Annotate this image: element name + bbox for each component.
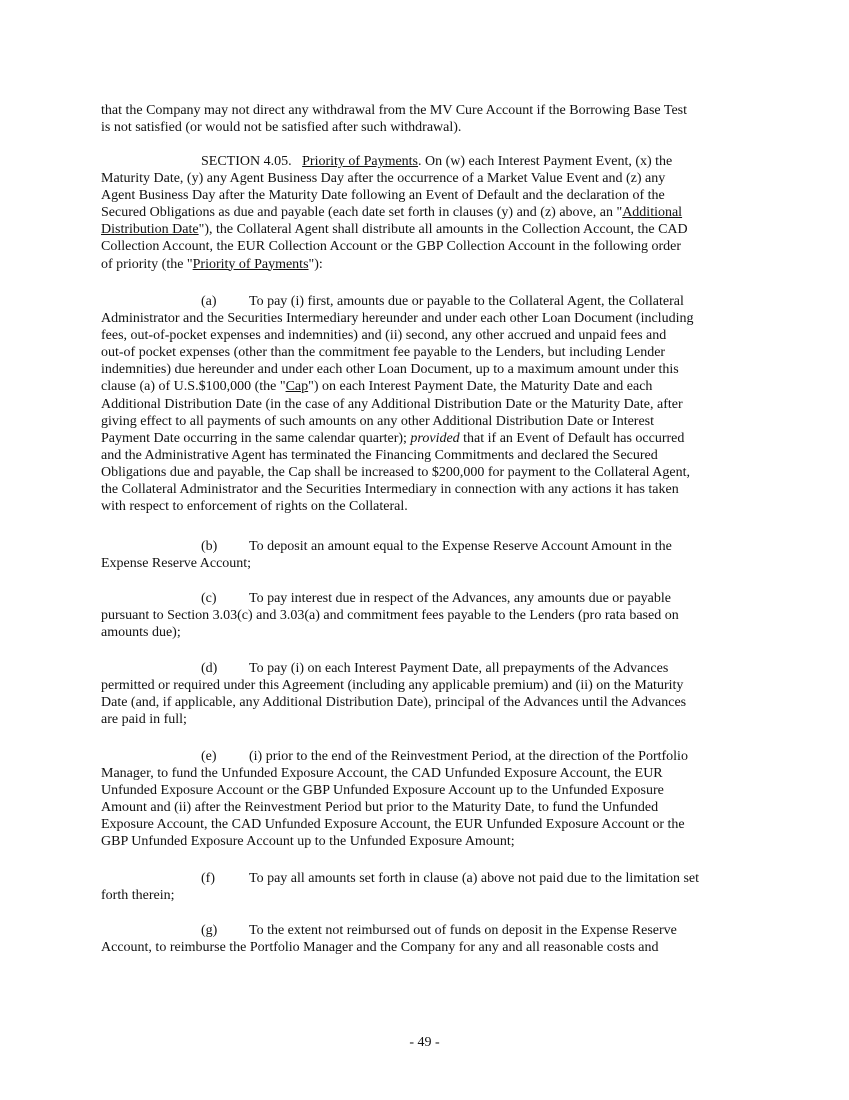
text-line: Obligations due and payable, the Cap shall be increased to $200,000 for payment to the Collateral Agent, <box>101 464 691 480</box>
clause-e: (e) (i) prior to the end of the Reinvestment Period, at the direction of the Portfolio Manager, to fund the Unfunded Exposure Account, the CAD Unfunded Exposure Account, the EUR Unfunded Exposure Account or the GBP Unfunded Exposure Account up to the Unfunded Exposure Amount and (ii) after the Reinvestment Period but prior to the Maturity Date, to fund the Unfunded Exposure Account, the CAD Unfunded Exposure Account, the EUR Unfunded Exposure Account or the GBP Unfunded Exposure Account up to the Unfunded Exposure Amount; <box>101 748 743 851</box>
text-line: Additional Distribution Date (in the case of any Additional Distribution Date or the Maturity Date, after <box>101 396 683 412</box>
text-line: is not satisfied (or would not be satisfied after such withdrawal). <box>101 120 462 136</box>
text-line: pursuant to Section 3.03(c) and 3.03(a) and commitment fees payable to the Lenders (pro rata based on <box>101 608 679 624</box>
text-line: permitted or required under this Agreement (including any applicable premium) and (ii) on the Maturity <box>101 678 684 694</box>
emphasis: provided <box>410 430 460 446</box>
clause-label: (c) <box>201 591 217 606</box>
defined-term: Distribution Date <box>101 222 199 238</box>
text-line: and the Administrative Agent has terminated the Financing Commitments and declared the Secured <box>101 447 658 463</box>
clause-label: (a) <box>201 294 217 309</box>
text-line: Date (and, if applicable, any Additional Distribution Date), principal of the Advances until the Advances <box>101 695 687 711</box>
text-line: Expense Reserve Account; <box>101 556 252 572</box>
text-line: fees, out-of-pocket expenses and indemnities) and (ii) second, any other accrued and unpaid fees and <box>101 328 667 344</box>
clause-label: (d) <box>201 661 218 676</box>
section-4-05-paragraph: SECTION 4.05. Priority of Payments. On (w) each Interest Payment Event, (x) the Maturity Date, (y) any Agent Business Day after the occurrence of a Market Value Event and (z) any Agent Business Day after the Maturity Date following an Event of Default and the declaration of the Secured Obligations as due and payable (each date set forth in clauses (y) and (z) above, an "Additional Distribution Date"), the Collateral Agent shall distribute all amounts in the Collection Account, the CAD Collection Account, the EUR Collection Account or the GBP Collection Account in the following order of priority (the "Priority of Payments"): <box>101 153 743 273</box>
defined-term: Priority of Payments <box>192 256 309 272</box>
clause-label: (g) <box>201 923 218 938</box>
text-line: Collection Account, the EUR Collection Account or the GBP Collection Account in the following order <box>101 239 681 255</box>
clause-label: (e) <box>201 749 217 764</box>
page-number: - 49 - <box>409 1035 440 1050</box>
text-line: amounts due); <box>101 625 181 641</box>
text-line: Agent Business Day after the Maturity Date following an Event of Default and the declaration of the <box>101 188 665 204</box>
text-line: Account, to reimburse the Portfolio Manager and the Company for any and all reasonable costs and <box>101 940 659 956</box>
clause-a: (a) To pay (i) first, amounts due or payable to the Collateral Agent, the Collateral Administrator and the Securities Intermediary hereunder and under each other Loan Document (including fees, out-of-pocket expenses and indemnities) and (ii) second, any other accrued and unpaid fees and out-of pocket expenses (other than the commitment fee payable to the Lenders, but including Lender indemnities) due hereunder and under each other Loan Document, up to a maximum amount under this clause (a) of U.S.$100,000 (the "Cap") on each Interest Payment Date, the Maturity Date and each Additional Distribution Date (in the case of any Additional Distribution Date or the Maturity Date, after giving effect to all payments of such amounts on any other Additional Distribution Date or Interest Payment Date occurring in the same calendar quarter); provided that if an Event of Default has occurred and the Administrative Agent has terminated the Financing Commitments and declared the Secured Obligations due and payable, the Cap shall be increased to $200,000 for payment to the Collateral Agent, the Collateral Administrator and the Securities Intermediary in connection with any actions it has taken with respect to enforcement of rights on the Collateral. <box>101 293 743 515</box>
text-line: Amount and (ii) after the Reinvestment Period but prior to the Maturity Date, to fund the Unfunded <box>101 800 659 816</box>
clause-f: (f) To pay all amounts set forth in clause (a) above not paid due to the limitation set forth therein; <box>101 870 743 904</box>
text-line: Administrator and the Securities Intermediary hereunder and under each other Loan Document (including <box>101 311 694 327</box>
clause-g: (g) To the extent not reimbursed out of funds on deposit in the Expense Reserve Account, to reimburse the Portfolio Manager and the Company for any and all reasonable costs and <box>101 922 743 956</box>
intro-paragraph <box>101 102 743 136</box>
text-line: forth therein; <box>101 888 175 904</box>
clause-c: (c) To pay interest due in respect of the Advances, any amounts due or payable pursuant to Section 3.03(c) and 3.03(a) and commitment fees payable to the Lenders (pro rata based on amounts due); <box>101 590 743 641</box>
text-line: with respect to enforcement of rights on the Collateral. <box>101 499 408 515</box>
clause-label: (f) <box>201 871 215 886</box>
clause-b: (b) To deposit an amount equal to the Expense Reserve Account Amount in the Expense Reserve Account; <box>101 538 743 572</box>
section-title: Priority of Payments <box>302 154 419 169</box>
text-line: Manager, to fund the Unfunded Exposure Account, the CAD Unfunded Exposure Account, the EUR <box>101 766 663 782</box>
text-line: the Collateral Administrator and the Securities Intermediary in connection with any actions it has taken <box>101 482 679 498</box>
section-heading: SECTION 4.05. <box>201 154 292 169</box>
text-line: out-of pocket expenses (other than the commitment fee payable to the Lenders, but including Lender <box>101 345 666 361</box>
defined-term: Cap <box>285 379 309 395</box>
text-line: Unfunded Exposure Account or the GBP Unfunded Exposure Account up to the Unfunded Exposure <box>101 783 664 799</box>
text-line: that the Company may not direct any withdrawal from the MV Cure Account if the Borrowing Base Test <box>101 103 687 118</box>
text-line: are paid in full; <box>101 712 187 728</box>
text-line: giving effect to all payments of such amounts on any other Additional Distribution Date or Interest <box>101 413 655 429</box>
defined-term: Additional <box>622 205 683 221</box>
text-line: GBP Unfunded Exposure Account up to the Unfunded Exposure Amount; <box>101 834 515 850</box>
text-line: Maturity Date, (y) any Agent Business Day after the occurrence of a Market Value Event and (z) any <box>101 171 666 187</box>
clause-d: (d) To pay (i) on each Interest Payment Date, all prepayments of the Advances permitted or required under this Agreement (including any applicable premium) and (ii) on the Maturity Date (and, if applicable, any Additional Distribution Date), principal of the Advances until the Advances are paid in full; <box>101 660 743 728</box>
text-line: Exposure Account, the CAD Unfunded Exposure Account, the EUR Unfunded Exposure Account or the <box>101 817 685 833</box>
clause-label: (b) <box>201 539 218 554</box>
text-line: indemnities) due hereunder and under each other Loan Document, up to a maximum amount under this <box>101 362 679 378</box>
